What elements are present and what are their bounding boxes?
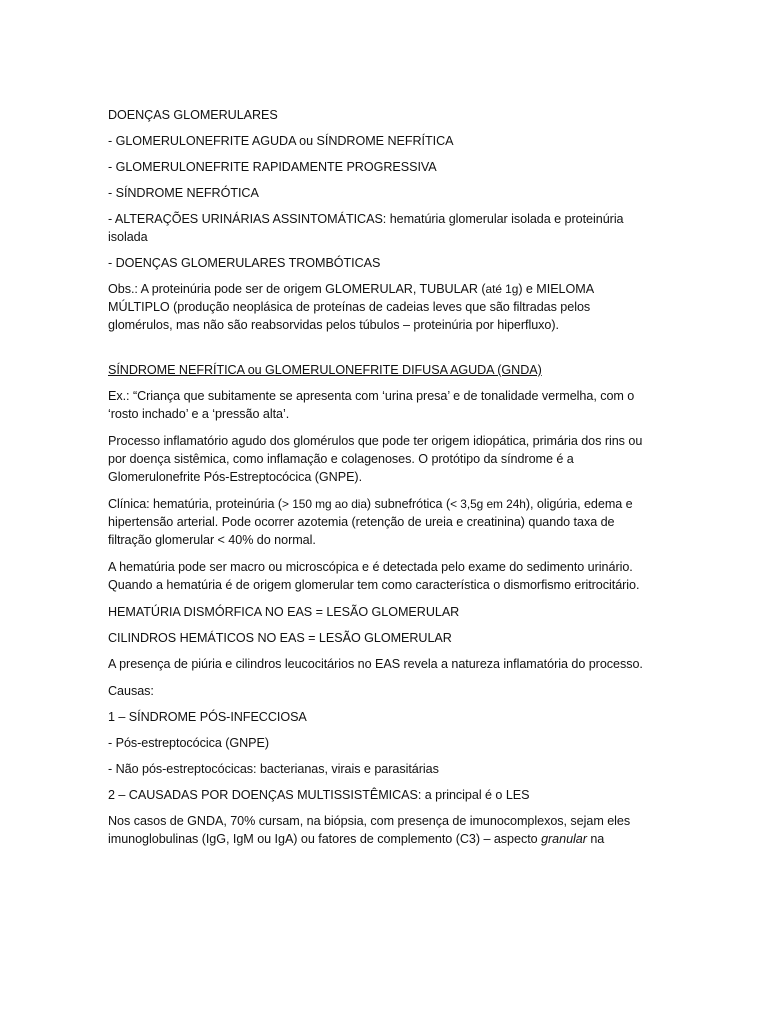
- list-item: - Não pós-estreptocócicas: bacterianas, virais e parasitárias: [108, 762, 439, 776]
- document-body: [108, 106, 648, 857]
- list-item: - Pós-estreptocócica (GNPE): [108, 736, 270, 750]
- cause-heading: 1 – SÍNDROME PÓS-INFECCIOSA: [108, 710, 307, 724]
- example-paragraph: Ex.: “Criança que subitamente se apresenta com ‘urina presa’ e de tonalidade vermelha, com o ‘rosto inchado’ e a ‘pressão alta’.: [108, 389, 635, 421]
- list-item: - DOENÇAS GLOMERULARES TROMBÓTICAS: [108, 256, 381, 270]
- paragraph: Processo inflamatório agudo dos glomérulos que pode ter origem idiopática, primária dos rins ou por doença sistêmica, como inflamação e colagenoses. O protótipo da síndrome é a Glomerulonefrite Pós-Estreptocócica (GNPE).: [108, 434, 643, 484]
- clinic-paragraph: Clínica: hematúria, proteinúria (> 150 mg ao dia) subnefrótica (< 3,5g em 24h), oligúria, edema e hipertensão arterial. Pode ocorrer azotemia (retenção de ureia e creatinina) quando taxa de filtração glomerular < 40% do normal.: [108, 497, 633, 547]
- key-statement: HEMATÚRIA DISMÓRFICA NO EAS = LESÃO GLOMERULAR: [108, 605, 460, 619]
- list-item: - GLOMERULONEFRITE RAPIDAMENTE PROGRESSIVA: [108, 160, 437, 174]
- section-title: SÍNDROME NEFRÍTICA ou GLOMERULONEFRITE DIFUSA AGUDA (GNDA): [108, 363, 542, 377]
- section-title: DOENÇAS GLOMERULARES: [108, 108, 278, 122]
- cause-heading: 2 – CAUSADAS POR DOENÇAS MULTISSISTÊMICAS: a principal é o LES: [108, 788, 530, 802]
- list-item: - SÍNDROME NEFRÓTICA: [108, 186, 259, 200]
- list-item: - ALTERAÇÕES URINÁRIAS ASSINTOMÁTICAS: hematúria glomerular isolada e proteinúria isolada: [108, 212, 624, 244]
- list-item: - GLOMERULONEFRITE AGUDA ou SÍNDROME NEFRÍTICA: [108, 134, 454, 148]
- paragraph: A presença de piúria e cilindros leucocitários no EAS revela a natureza inflamatória do processo.: [108, 657, 643, 671]
- causes-label: Causas:: [108, 684, 154, 698]
- paragraph: Nos casos de GNDA, 70% cursam, na biópsia, com presença de imunocomplexos, sejam eles imunoglobulinas (IgG, IgM ou IgA) ou fatores de complemento (C3) – aspecto granular na: [108, 814, 631, 846]
- paragraph: A hematúria pode ser macro ou microscópica e é detectada pelo exame do sedimento urinário. Quando a hematúria é de origem glomerular tem como característica o dismorfismo eritrocitário.: [108, 560, 640, 592]
- obs-paragraph: Obs.: A proteinúria pode ser de origem GLOMERULAR, TUBULAR (até 1g) e MIELOMA MÚLTIPLO (produção neoplásica de proteínas de cadeias leves que são filtradas pelos glomérulos, mas não são reabsorvidas pelos túbulos – proteinúria por hiperfluxo).: [108, 282, 594, 332]
- key-statement: CILINDROS HEMÁTICOS NO EAS = LESÃO GLOMERULAR: [108, 631, 452, 645]
